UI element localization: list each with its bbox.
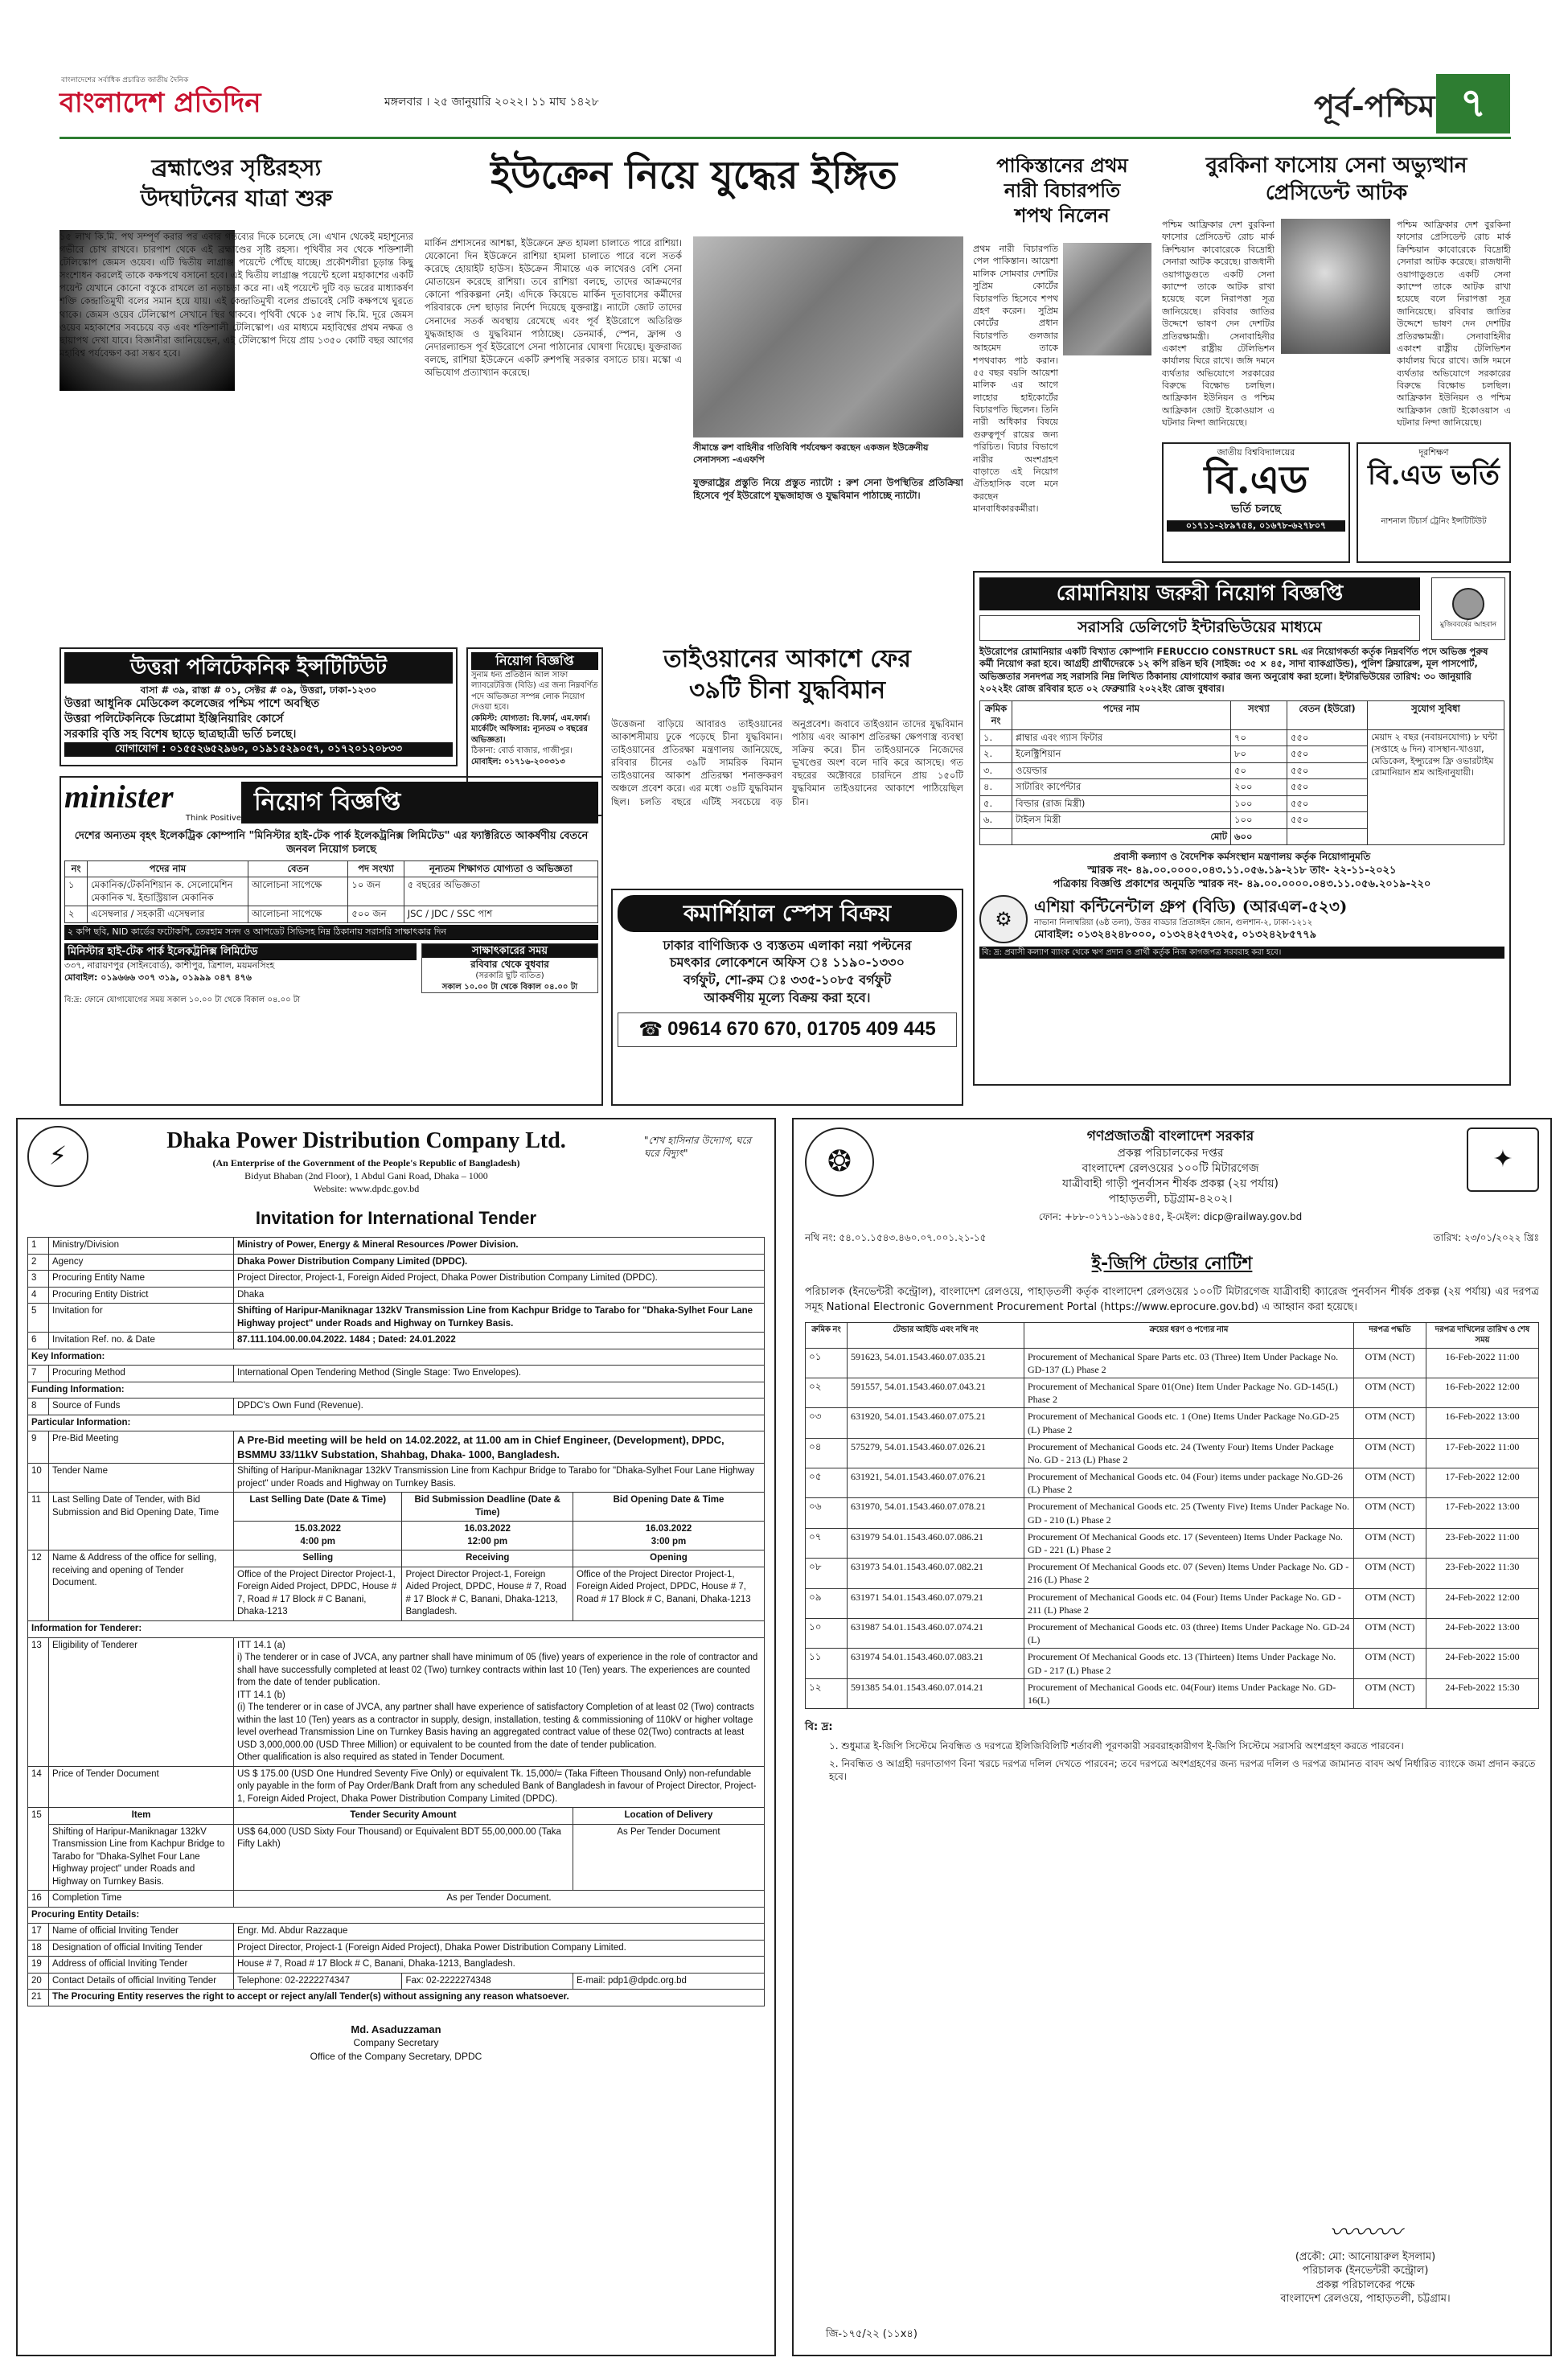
table-cell: OTM (NCT) [1354,1378,1426,1407]
table-cell: Procurement of Mechanical Goods etc. 1 (One) Items Under Package No.GD-25 (L) Phase 2 [1024,1408,1354,1438]
table-row [806,1649,1539,1678]
minister-phone: মোবাইল: ০১৯৬৬৬ ৩০৭ ৩১৯, ০১৯৯৯ ০৪৭ ৪৭৬ [64,971,252,983]
table-header: পদের নাম [88,860,248,877]
signer-name: Md. Asaduzzaman [351,2023,441,2035]
table-cell: 24-Feb-2022 12:00 [1426,1588,1539,1618]
table-cell: 16-Feb-2022 11:00 [1426,1348,1539,1378]
table-cell: 631971 54.01.1543.460.07.079.21 [848,1588,1024,1618]
feruccio-note: বি: দ্র: প্রবাসী কল্যাণ ব্যাংক থেকে ঋণ প্রদান ও প্রার্থী কর্তৃক নিজ কাগজপত্র সরবরাহ করা হবে। [979,947,1504,959]
ad-uttara-polytechnic [60,647,458,766]
rail-intro: পরিচালক (ইনভেন্টরী কন্ট্রোল), বাংলাদেশ রেলওয়ে, পাহাড়তলী কর্তৃক বাংলাদেশ রেলওয়ের ১০০টি মিটারগেজ যাত্রীবাহী ক্যারেজ পুনর্বাসন শীর্ষক প্রকল্প (২য় পর্যায়) এর দরপত্র সমূহ National Electronic Government Procurement Portal (https://www.eprocure.gov.bd) এ আহ্বান করা হয়েছে। [805,1285,1539,1314]
uttara-line3: সরকারি বৃত্তি সহ বিশেষ ছাড়ে ছাত্রছাত্রী ভর্তি চলছে। [64,728,297,741]
feruccio-intro: ইউরোপের রোমানিয়ার একটি বিখ্যাত কোম্পানি FERUCCIO CONSTRUCT SRL এর নিয়োগকর্তা কর্তৃক নিম্নবর্ণিত পদে অভিজ্ঞ পুরুষ কর্মী নিয়োগ করা হবে। আগ্রহী প্রার্থীদেরকে ১২ কপি রঙিন ছবি (সাইজ: ৩৫ × ৪৫, সাদা ব্যাকগ্রাউন্ড), পুলিশ ক্লিয়ারেন্স, মূল পাসপোর্ট, অভিজ্ঞতার সনদপত্র সহ সরাসরি নিম্ন লিখিত ঠিকানায় যোগাযোগ করার জন্য অনুরোধ করা হলো। ইন্টারভিউয়ের তারিখ: ৩০ জানুয়ারি ২০২২ইং রোজ রবিবার হতে ০২ ফেব্রুয়ারি ২০২২ইং রোজ বুধবার। [979,645,1488,695]
table-cell: ১১ [806,1649,848,1678]
dpdc-signature [27,2023,765,2063]
table-row: 4 Procuring Entity District Dhaka [28,1287,765,1304]
feruccio-memo: স্মারক নং- ৪৯.০০.০০০০.০৪৩.১১.০৫৬.১৯-২১৮ তাং- ২২-১১-২০২১ [1087,864,1397,877]
table-header: টেন্ডার আইডি এবং নথি নং [848,1322,1024,1348]
table-cell: 17-Feb-2022 13:00 [1426,1498,1539,1528]
table-cell: ৩. [980,762,1012,779]
table-row [806,1468,1539,1498]
story-body: প্রথম নারী বিচারপতি পেল পাকিস্তান। আয়েশা মালিক সোমবার দেশটির সুপ্রিম কোর্টের বিচারপতি হিসেবে শপথ গ্রহণ করেন। সুপ্রিম কোর্টের প্রধান বিচারপতি গুলজার আহমেদ তাকে শপথবাক্য পাঠ করান। ৫৫ বছর বয়সি আয়েশা মালিক এর আগে লাহোর হাইকোর্টের বিচারপতি ছিলেন। তিনি নারী অধিকার বিষয়ে গুরুত্বপূর্ণ রায়ের জন্য পরিচিত। বিচার বিভাগে নারীর অংশগ্রহণ বাড়াতে এই নিয়োগ ঐতিহাসিক বলে মনে করছেন মানবাধিকারকর্মীরা। [973,244,1058,515]
table-cell: ৮০ [1231,746,1287,763]
table-cell: Procurement Of Mechanical Goods etc. 13 (Thirteen) Items Under Package No. GD - 217 (L) Phase 2 [1024,1649,1354,1678]
rail-date: তারিখ: ২৩/০১/২০২২ খ্রিঃ [1433,1231,1539,1243]
table-header: পদের নাম [1012,700,1231,729]
bed-subtitle: ভর্তি চলছে [1231,502,1281,515]
phone-icon: ☎ [638,1018,663,1041]
table-row: 12 Name & Address of the office for selling, receiving and opening of Tender Document. Selling Receiving Opening [28,1550,765,1567]
rail-project-2: যাত্রীবাহী গাড়ী পুনর্বাসন শীর্ষক প্রকল্প (২য় পর্যায়) [1061,1177,1279,1190]
ad-minister [60,776,603,1106]
rail-note-label: বি: দ্র: [805,1721,833,1734]
table-row: 11 Last Selling Date of Tender, with Bid Submission and Bid Opening Date, Time Last Selling Date (Date & Time) Bid Submission Deadline (Date & Time) Bid Opening Date & Time [28,1493,765,1522]
issue-date: মঙ্গলবার । ২৫ জানুয়ারি ২০২২। ১১ মাঘ ১৪২৮ [384,96,599,109]
rail-signer-role: প্রকল্প পরিচালকের পক্ষে [1316,2278,1415,2291]
table-cell: ১০ [806,1618,848,1648]
minister-table [64,860,598,923]
logo-wordmark: বাংলাদেশ প্রতিদিন [60,87,261,119]
section-row: Key Information: [28,1349,765,1366]
table-row: Office of the Project Director Project-1, Foreign Aided Project, DPDC, House # 7, Road # 17 Block # C Banani, Dhaka-1213 Project Director Project-1, Foreign Aided Project, DPDC, House # 7, Road # 17 Block # C, Banani, Dhaka-1213, Bangladesh. Office of the Project Director Project-1, Foreign Aided Project, DPDC, House # 7, Road # 17 Block # C, Banani, Dhaka-1213 [28,1567,765,1620]
feruccio-memo-2: পত্রিকায় বিজ্ঞপ্তি প্রকাশের অনুমতি স্মারক নং- ৪৯.০০.০০০০.০৪৩.১১.০৫৬.২০১৯-২২০ [1053,878,1431,891]
uttara-line1: উত্তরা আধুনিক মেডিকেল কলেজের পশ্চিম পাশে অবস্থিত [64,697,320,711]
table-cell: 575279, 54.01.1543.460.07.026.21 [848,1438,1024,1468]
story-body: ১৫ লাখ কি.মি. পথ সম্পূর্ণ করার পর এবার গন্তব্যের দিকে চলেছে সে। এখান থেকেই মহাশূন্যের গভীরে চোখ রাখবে। চারপাশ থেকে এই ব্রহ্মাণ্ডের সৃষ্টি রহস্য। পৃথিবীর সব থেকে শক্তিশালী টেলিস্কোপ জেমস ওয়েব। এটি দ্বিতীয় লাগ্রাঞ্জ পয়েন্টে পৌঁছে যাচ্ছে। প্রকৌশলীরা চূড়ান্ত কিছু সংশোধন করলেই তাকে কক্ষপথে বসানো হবে। এই দ্বিতীয় লাগ্রাঞ্জ পয়েন্টে হলো মহাকাশের একটি পয়েন্ট যেখানে কোনো বস্তুকে রাখলে তা নড়াচড়া করে না। এই পয়েন্টে দুটি বড় ভরের মাধ্যাকর্ষণ শক্তি কেন্দ্রাতিমুখী বলের সমান হয়ে যায়। এই কেন্দ্রাতিমুখী বলের প্রভাবেই সেটি কক্ষপথে ঘুরতে থাকে। জেমস ওয়েব টেলিস্কোপ সেখানে স্থির থাকবে। পৃথিবী থেকে ১৫ লাখ কি.মি. দূরে জেমস ওয়েব মহাকাশের সবচেয়ে বড় এবং শক্তিশালী টেলিস্কোপ। এর মাধ্যমে মহাবিশ্বের প্রথম নক্ষত্র ও ছায়াপথ দেখা যাবে। বিজ্ঞানীরা জানিয়েছেন, এই টেলিস্কোপ দিয়ে প্রায় ১৩৫০ কোটি বছর আগের মহাবিশ্ব পর্যবেক্ষণ করা সম্ভব হবে। [60,231,413,359]
table-cell: JSC / JDC / SSC পাশ [404,906,597,923]
table-header-row [65,860,598,877]
table-cell: 591557, 54.01.1543.460.07.043.21 [848,1378,1024,1407]
table-row: 1 Ministry/Division Ministry of Power, Energy & Mineral Resources /Power Division. [28,1238,765,1255]
interview-note: (সরকারি ছুটি ব্যতিত) [475,971,544,981]
table-cell: ০৩ [806,1408,848,1438]
table-cell: বিল্ডার (রাজ মিস্ত্রী) [1012,795,1231,812]
table-cell: OTM (NCT) [1354,1649,1426,1678]
table-cell: ১২ [806,1678,848,1708]
table-cell: 631920, 54.01.1543.460.07.075.21 [848,1408,1024,1438]
table-cell: ৫৫০ [1287,779,1368,796]
table-row: 21 The Procuring Entity reserves the right to accept or reject any/all Tender(s) without assigning any reason whatsoever. [28,1990,765,2006]
total-label: মোট [1012,828,1231,845]
story-ukraine [425,153,963,635]
story-body: পশ্চিম আফ্রিকার দেশ বুরকিনা ফাসোর প্রেসিডেন্ট রোচ মার্ক ক্রিশ্চিয়ান কাবোরেকে বিদ্রোহী সেনারা আটক করেছে। রাজধানী ওয়াগাডুগুতে একটি সেনা ক্যাম্পে তাকে আটক রাখা হয়েছে বলে নিরাপত্তা সূত্র জানিয়েছে। রবিবার জাতির উদ্দেশে ভাষণ দেন দেশটির প্রতিরক্ষামন্ত্রী। সেনাবাহিনীর একাংশ রাষ্ট্রীয় টেলিভিশন কার্যালয় ঘিরে রাখে। জঙ্গি দমনে ব্যর্থতার অভিযোগে সরকারের বিরুদ্ধে বিক্ষোভ চলছিল। আফ্রিকান ইউনিয়ন ও পশ্চিম আফ্রিকান জোট ইকোওয়াস এ ঘটনার নিন্দা জানিয়েছে। [1162,220,1275,428]
table-cell: ২ [65,906,88,923]
bed-ad-left [1162,442,1350,563]
table-header-row [980,700,1504,729]
minister-title: নিয়োগ বিজ্ঞপ্তি [241,782,598,824]
interview-days: রবিবার থেকে বুধবার [470,959,549,971]
table-row: 7 Procuring Method International Open Tendering Method (Single Stage: Two Envelopes). [28,1366,765,1382]
dpdc-address: Bidyut Bhaban (2nd Floor), 1 Abdul Gani Road, Dhaka – 1000 [244,1169,488,1181]
table-cell: ০৪ [806,1438,848,1468]
story-subhead: যুক্তরাষ্ট্রের প্রস্তুতি নিয়ে প্রস্তুত ন্যাটো : রুশ সেনা উপস্থিতির প্রতিক্রিয়া হিসেবে পূর্ব ইউরোপে যুদ্ধজাহাজ ও যুদ্ধবিমান পাঠাচ্ছে ন্যাটো। [693,477,963,502]
table-cell: ১০ জন [348,877,404,906]
dpdc-name: Dhaka Power Distribution Company Ltd. [166,1128,566,1153]
table-cell: টাইলস মিস্ত্রী [1012,812,1231,829]
story-headline [60,153,413,214]
table-header: পদ সংখ্যা [348,860,404,877]
headline-line: প্রেসিডেন্ট আটক [1265,180,1408,205]
minister-phone-note: বি:দ্র: ফোনে যোগাযোগের সময় সকাল ১০.০০ টা থেকে বিকাল ০৪.০০ টা [64,996,301,1005]
rail-gov: গণপ্রজাতন্ত্রী বাংলাদেশ সরকার [1086,1128,1254,1144]
table-row: 13 Eligibility of Tenderer ITT 14.1 (a) i) The tenderer or in case of JVCA, any partner shall have minimum of 05 (five) years of experience in the role of contractor and shall have successfully completed at least 02 (Two) turnkey contracts within last 10 (Ten) years. The experiences are counted from the date of tender publication. ITT 14.1 (b) (i) The tenderer or in case of JVCA, any partner shall have experience of satisfactory Completion of at least 02 (Two) contracts within the last 10 (Ten) years as a contractor in supply, design, installation, testing & commissioning of 110kV or higher voltage level overhead Transmission Line on Turnkey Basis having an aggregated contract value of these 02(Two) contracts at least USD 3,000,000.00 (USD Three Million) or equivalent to be counted from the date of tender publication. Other qualification is also required as stated in Tender Document. [28,1637,765,1766]
niyog-post-1: কেমিস্ট: যোগ্যতা: বি.ফার্ম, এম.ফার্ম। [471,713,590,723]
dpdc-tender-notice [16,1118,776,2356]
table-cell: OTM (NCT) [1354,1528,1426,1558]
rail-signer-title: পরিচালক (ইনভেন্টরী কন্ট্রোল) [1302,2265,1429,2277]
table-cell: ৫. [980,795,1012,812]
feruccio-title: রোমানিয়ায় জরুরী নিয়োগ বিজ্ঞপ্তি [979,577,1420,610]
table-cell: ৫৫০ [1287,746,1368,763]
table-cell: 591623, 54.01.1543.460.07.035.21 [848,1348,1024,1378]
story-body-continued: পশ্চিম আফ্রিকার দেশ বুরকিনা ফাসোর প্রেসিডেন্ট রোচ মার্ক ক্রিশ্চিয়ান কাবোরেকে বিদ্রোহী সেনারা আটক করেছে। রাজধানী ওয়াগাডুগুতে একটি সেনা ক্যাম্পে তাকে আটক রাখা হয়েছে বলে নিরাপত্তা সূত্র জানিয়েছে। রবিবার জাতির উদ্দেশে ভাষণ দেন দেশটির প্রতিরক্ষামন্ত্রী। সেনাবাহিনীর একাংশ রাষ্ট্রীয় টেলিভিশন কার্যালয় ঘিরে রাখে। জঙ্গি দমনে ব্যর্থতার অভিযোগে সরকারের বিরুদ্ধে বিক্ষোভ চলছিল। আফ্রিকান ইউনিয়ন ও পশ্চিম আফ্রিকান জোট ইকোওয়াস এ ঘটনার নিন্দা জানিয়েছে। [1397,220,1511,428]
ad-commercial-space [611,889,963,1106]
table-row: 20 Contact Details of official Inviting Tender Telephone: 02-2222274347 Fax: 02-2222274348 E-mail: pdp1@dpdc.org.bd [28,1973,765,1990]
table-header: সুযোগ সুবিধা [1368,700,1504,729]
masthead-rule [60,137,1511,139]
rail-note-1: ১. শুধুমাত্র ই-জিপি সিস্টেমে নিবন্ধিত ও দরপত্রে ইলিজিবিলিটি শর্তাবলী পূরণকারী সরবরাহকারীগণ ই-জিপি সিস্টেমে সরাসরি অংশগ্রহণ করতে পারবেন। [829,1739,1404,1752]
section-row: Funding Information: [28,1382,765,1399]
table-cell: Procurement of Mechanical Goods etc. 03 (three) Items Under Package No. GD-24 (L) [1024,1618,1354,1648]
table-row: 18 Designation of official Inviting Tender Project Director, Project-1 (Foreign Aided Project), Dhaka Power Distribution Company Limited. [28,1940,765,1957]
table-row: 8 Source of Funds DPDC's Own Fund (Revenue). [28,1399,765,1415]
table-cell: 16-Feb-2022 12:00 [1426,1378,1539,1407]
table-row [806,1438,1539,1468]
section-row: Particular Information: [28,1415,765,1431]
table-header: নং [65,860,88,877]
rail-note-2: ২. নিবন্ধিত ও আগ্রহী দরদাতাগণ বিনা খরচে দরপত্র দলিল দেখতে পারবেন; তবে দরপত্রে অংশগ্রহণের জন্য দরপত্র দলিল ও দরপত্র জামানত বাবদ অর্থ নির্ধারিত ব্যাংকে জমা প্রদান করতে হবে। [829,1757,1536,1782]
agency-phone: মোবাইল: ০১৩২৪২৪৮০০০, ০১৩২৪২৫৭৩২৫, ০১৩২৪২৮৫৭৭৯ [1034,929,1317,942]
rail-project-1: বাংলাদেশ রেলওয়ের ১০০টি মিটারগেজ [1082,1161,1259,1175]
table-cell: ৫ বছরের অভিজ্ঞতা [404,877,597,906]
rail-contact: ফোন: +৮৮-০১৭১১-৬৯১৫৪৫, ই-মেইল: dicp@railway.gov.bd [1038,1210,1303,1222]
commercial-line1: ঢাকার বাণিজ্যিক ও ব্যস্ততম এলাকা নয়া পল্টনের [663,937,912,953]
dpdc-slogan: "শেখ হাসিনার উদ্যোগ, ঘরে ঘরে বিদ্যুৎ" [644,1135,752,1160]
uttara-address: বাসা # ৩৯, রাস্তা # ০১, সেক্টর # ০৯, উত্তরা, ঢাকা-১২৩০ [140,684,377,696]
table-cell: OTM (NCT) [1354,1408,1426,1438]
rail-signer: (প্রকৌ: মো: আনোয়ারুল ইসলাম) [1295,2250,1436,2263]
interview-title: সাক্ষাৎকারের সময় [422,944,597,959]
rail-ref: জি-১৭৫/২২ (১১x৪) [826,2328,917,2341]
dpdc-logo-icon: ⚡ [27,1126,88,1187]
table-cell: Procurement Of Mechanical Goods etc. 17 (Seventeen) Items Under Package No. GD - 221 (L) Phase 2 [1024,1528,1354,1558]
headline-line: শপথ নিলেন [1015,203,1110,228]
table-cell: ১০০ [1231,795,1287,812]
tender-title: Invitation for International Tender [255,1208,537,1229]
table-cell: ৫০ [1231,762,1287,779]
table-cell: Procurement of Mechanical Goods etc. 04 (Four) Items Under Package No. GD - 211 (L) Phase 2 [1024,1588,1354,1618]
table-header: সংখ্যা [1231,700,1287,729]
table-cell: আলোচনা সাপেক্ষে [248,906,348,923]
rail-office: প্রকল্প পরিচালকের দপ্তর [1117,1146,1224,1160]
ad-feruccio [973,571,1511,1086]
headline-line: নারী বিচারপতি [1004,179,1121,203]
table-cell: ০৮ [806,1559,848,1588]
table-row: 17 Name of official Inviting Tender Engr. Md. Abdur Razzaque [28,1924,765,1941]
story-headline [973,153,1151,228]
dpdc-website: Website: www.dpdc.gov.bd [313,1183,420,1195]
commercial-line2: চমৎকার লোকেশনে অফিস ঃ ১১৯০-১৩৩০ [670,955,905,971]
page-number-badge [1436,74,1510,133]
photo-caption: সীমান্তে রুশ বাহিনীর গতিবিধি পর্যবেক্ষণ করছেন একজন ইউক্রেনীয় সেনাসদস্য -এএফপি [693,442,929,465]
table-cell: ২. [980,746,1012,763]
agency-name: এশিয়া কন্টিনেন্টাল গ্রুপ (বিডি) (আরএল-৫২৩) [1034,896,1348,916]
table-row [806,1678,1539,1708]
table-row: 15.03.2022 4:00 pm 16.03.2022 12:00 pm 16.03.2022 3:00 pm [28,1522,765,1550]
table-cell: OTM (NCT) [1354,1348,1426,1378]
bed-header: জাতীয় বিশ্ববিদ্যালয়ের [1217,447,1295,458]
table-cell: 631974 54.01.1543.460.07.083.21 [848,1649,1024,1678]
table-cell: ০১ [806,1348,848,1378]
table-row [806,1588,1539,1618]
section-row: Procuring Entity Details: [28,1907,765,1924]
table-row [806,1348,1539,1378]
table-cell: ০৯ [806,1588,848,1618]
table-row: 14 Price of Tender Document US $ 175.00 (USD One Hundred Seventy Five Only) or equivalent Tk. 15,000/= (Taka Fifteen Thousand Only) non-refundable only payable in the form of Pay Order/Bank Draft from any scheduled Bank of Bangladesh in favour of Project Director, Project-1, Foreign Aided Project, Dhaka Power Distribution Company Limited (DPDC). [28,1766,765,1808]
badge-text: মুজিববর্ষের আহবান [1439,620,1497,629]
table-cell: Procurement of Mechanical Goods etc. 04(Four) items Under Package No. GD-16(L) [1024,1678,1354,1708]
logo-tagline: বাংলাদেশের সর্বাধিক প্রচারিত জাতীয় দৈনিক [61,76,189,84]
headline-line: ৩৯টি চীনা যুদ্ধবিমান [689,676,885,704]
railway-egp-notice [792,1118,1552,2356]
table-cell: এসেম্বলার / সহকারী এসেম্বলার [88,906,248,923]
page-number: ৭ [1459,80,1487,127]
table-cell: ৫৫০ [1287,812,1368,829]
table-cell: 591385 54.01.1543.460.07.014.21 [848,1678,1024,1708]
table-cell: 24-Feb-2022 15:30 [1426,1678,1539,1708]
table-row: 15 Item Tender Security Amount Location of Delivery [28,1808,765,1825]
minister-address: ৩৩৭, নারায়ণপুর (সাইনবোর্ড), কাশীপুর, ত্রিশাল, ময়মনসিংহ [64,960,275,971]
table-header: নূন্যতম শিক্ষাগত যোগ্যতা ও অভিজ্ঞতা [404,860,597,877]
uttara-line2: উত্তরা পলিটেকনিকে ডিপ্লোমা ইঞ্জিনিয়ারিং কোর্সে [64,713,284,726]
table-cell: ০২ [806,1378,848,1407]
rail-signature [1213,2217,1518,2306]
table-row [806,1498,1539,1528]
story-pakistan [973,153,1151,635]
rail-memo: নথি নং: ৫৪.০১.১৫৪৩.৪৬০.০৭.০০১.২১-১৫ [805,1231,987,1243]
table-row: 2 Agency Dhaka Power Distribution Company Limited (DPDC). [28,1254,765,1271]
table-row: 19 Address of official Inviting Tender House # 7, Road # 17 Block # C, Banani, Dhaka-1213, Bangladesh. [28,1957,765,1974]
commercial-line4: আকর্ষণীয় মূল্যে বিক্রয় করা হবে। [704,989,871,1005]
section-row: Information for Tenderer: [28,1621,765,1638]
table-cell: 23-Feb-2022 11:00 [1426,1528,1539,1558]
table-header: বেতন (ইউরো) [1287,700,1368,729]
rail-tender-table [805,1322,1539,1710]
table-cell: Procurement of Mechanical Goods etc. 25 (Twenty Five) Items Under Package No. GD - 210 (L) Phase 2 [1024,1498,1354,1528]
signature-mark: 〰〰〰 [1329,2219,1402,2248]
table-row: Shifting of Haripur-Maniknagar 132kV Transmission Line from Kachpur Bridge to Tarabo for "Dhaka-Sylhet Four Lane Highway project" under Roads and Highway on Turnkey Basis. US$ 64,000 (USD Sixty Four Thousand) or Equivalent BDT 55,00,000.00 (Taka Fifty Lakh) As Per Tender Document [28,1824,765,1891]
signer-title: Company Secretary [353,2037,439,2049]
bed-contact-2: নাশনাল টিচার্স ট্রেনিং ইন্সটিটিউট [1381,516,1487,526]
table-row: 9 Pre-Bid Meeting A Pre-Bid meeting will be held on 14.02.2022, at 11.00 am in Chief Engineer, (Development), DPDC, BSMMU 33/11kV Substation, Shahbag, Dhaka- 1000, Bangladesh. [28,1431,765,1464]
table-row [806,1378,1539,1407]
government-seal-icon: ❂ [805,1127,874,1197]
table-header: ক্রমিক নং [806,1322,848,1348]
niyog-post-2: মার্কেটিং অফিসার: ন্যূনতম ৩ বছরের অভিজ্ঞতা। [471,725,588,745]
table-cell: Procurement of Mechanical Spare 01(One) Item Under Package No. GD-145(L) Phase 2 [1024,1378,1354,1407]
table-cell: OTM (NCT) [1354,1468,1426,1498]
table-row [806,1408,1539,1438]
judge-photo [1063,243,1151,355]
table-cell: 23-Feb-2022 11:30 [1426,1559,1539,1588]
agency-address: নাভানা নিলাম্বরিয়া (৬ষ্ঠ তলা), উত্তর বাড্ডার প্রিতাঙ্গইন জোন, গুলশান-২, ঢাকা-১২১২ [1034,918,1313,927]
headline-line: তাইওয়ানের আকাশে ফের [663,645,911,673]
minister-logo [64,778,241,824]
table-cell: ৪. [980,779,1012,796]
agency-logo-icon: ⚙ [979,895,1028,943]
table-cell: Procurement of Mechanical Goods etc. 04 (Four) items under package No.GD-26 (L) Phase 2 [1024,1468,1354,1498]
table-cell: ১. [980,729,1012,746]
uttara-contact: যোগাযোগ : ০১৫৫২৬৫২৯৬০, ০১৯১৫২৯০৫৭, ০১৭২০১২০৮৩৩ [64,742,453,757]
table-header: দরপত্র পদ্ধতি [1354,1322,1426,1348]
newspaper-logo [60,74,309,138]
niyog-title: নিয়োগ বিজ্ঞপ্তি [471,652,598,670]
table-header: দরপত্র দাখিলের তারিখ ও শেষ সময় [1426,1322,1539,1348]
story-taiwan [611,643,963,881]
table-cell: ৫৫০ [1287,795,1368,812]
interview-time: সকাল ১০.০০ টা থেকে বিকাল ০৪.০০ টা [441,982,578,992]
niyog-phone: মোবাইল: ০১৭১৬-২০০৩১৩ [471,757,565,766]
table-cell: 17-Feb-2022 11:00 [1426,1438,1539,1468]
minister-note: ২ কপি ছবি, NID কার্ডের ফটোকপি, তেরহাম সনদ ও আপডেট সিভিসহ নিম্ন ঠিকানায় সরাসরি সাক্ষাৎকার দিন [64,925,598,940]
table-cell: মেকানিক/টেকনিশিয়ান ক. সেলোমেশিন মেকানিক খ. ইন্ডাস্ট্রিয়াল মেকানিক [88,877,248,906]
table-cell: 631921, 54.01.1543.460.07.076.21 [848,1468,1024,1498]
benefits-cell: মেয়াদ ২ বছর (নবায়নযোগ্য) ৮ ঘন্টা (সপ্তাহে ৬ দিন) বাসস্থান-খাওয়া, মেডিকেল, ইন্স্যুরেন্স ফ্রি ওভারটাইম রোমানিয়ান শ্রম আইনানুযায়ী। [1368,729,1504,845]
minister-tagline: Think Positive [185,814,241,823]
table-cell: 631973 54.01.1543.460.07.082.21 [848,1559,1024,1588]
table-row: 5 Invitation for Shifting of Haripur-Maniknagar 132kV Transmission Line from Kachpur Bridge to Tarabo for "Dhaka-Sylhet Four Lane Highway project" under Roads and Highway on Turnkey Basis. [28,1304,765,1333]
table-cell: আলোচনা সাপেক্ষে [248,877,348,906]
table-cell: 16-Feb-2022 13:00 [1426,1408,1539,1438]
headline-line: পাকিস্তানের প্রথম [996,154,1128,177]
table-row [65,877,598,906]
table-cell: ০৬ [806,1498,848,1528]
dpdc-subtitle: (An Enterprise of the Government of the People's Republic of Bangladesh) [212,1156,520,1169]
table-cell: Procurement Of Mechanical Goods etc. 07 (Seven) Items Under Package No. GD - 216 (L) Phase 2 [1024,1559,1354,1588]
table-cell: OTM (NCT) [1354,1618,1426,1648]
story-headline [611,643,963,706]
section-name: পূর্ব-পশ্চিম [1314,88,1435,124]
table-cell: OTM (NCT) [1354,1559,1426,1588]
table-cell: OTM (NCT) [1354,1438,1426,1468]
bed-title-2: বি.এড ভর্তি [1368,458,1500,491]
minister-company: মিনিস্টার হাই-টেক পার্ক ইলেকট্রনিক্স লিমিটেড [64,943,417,961]
table-cell: 631970, 54.01.1543.460.07.078.21 [848,1498,1024,1528]
headline-line: উদঘাটনের যাত্রা শুরু [140,184,333,212]
story-burkina [1162,153,1511,434]
story-space [60,153,413,639]
table-row [806,1618,1539,1648]
table-row [806,1559,1539,1588]
bed-contact: ০১৭১১-২৮৯৭৫৪, ০১৬৭৮-৬২৭৮০৭ [1167,520,1345,532]
table-row [65,906,598,923]
bed-ad-right [1357,442,1511,563]
table-cell: OTM (NCT) [1354,1678,1426,1708]
table-header: বেতন [248,860,348,877]
signer-office: Office of the Company Secretary, DPDC [310,2050,482,2062]
table-cell: 631987 54.01.1543.460.07.074.21 [848,1618,1024,1648]
bed-title: বি.এড [1204,457,1308,503]
table-cell: 24-Feb-2022 15:00 [1426,1649,1539,1678]
table-cell: সাটারিং কার্পেন্টার [1012,779,1231,796]
table-cell: Procurement of Mechanical Goods etc. 24 (Twenty Four) Items Under Package No. GD - 213 (L) Phase 2 [1024,1438,1354,1468]
rail-title: ই-জিপি টেন্ডার নোটিশ [1091,1253,1253,1274]
story-headline: ইউক্রেন নিয়ে যুদ্ধের ইঙ্গিত [491,153,897,198]
table-cell: OTM (NCT) [1354,1588,1426,1618]
commercial-title: কমার্শিয়াল স্পেস বিক্রয় [618,895,957,932]
portrait-icon [1452,588,1484,620]
bed-header-2: দূরশিক্ষণ [1418,447,1449,458]
table-cell: ৭০ [1231,729,1287,746]
president-photo [1281,219,1390,354]
table-row: 16 Completion Time As per Tender Document. [28,1891,765,1908]
table-cell: ০৫ [806,1468,848,1498]
dpdc-tender-table [27,1237,765,2006]
table-cell: ২০০ [1231,779,1287,796]
table-header-row [806,1322,1539,1348]
table-cell: ৫৫০ [1287,762,1368,779]
niyog-body: সুনাম ধন্য প্রতিষ্ঠান আল সাফা ল্যাবরেটরিজ (বিডি) এর জন্য নিম্নবর্ণিত পদে অভিজ্ঞতা সম্পন্ন লোক নিয়োগ দেওয়া হবে। [471,670,598,713]
feruccio-subtitle: সরাসরি ডেলিগেট ইন্টারভিউয়ের মাধ্যমে [979,615,1420,641]
table-cell: ০৭ [806,1528,848,1558]
table-cell: ইলেক্ট্রিশিয়ান [1012,746,1231,763]
soldier-photo [693,236,963,437]
table-cell: ৫৫০ [1287,729,1368,746]
table-cell: OTM (NCT) [1354,1498,1426,1528]
feruccio-ministry: প্রবাসী কল্যাণ ও বৈদেশিক কর্মসংস্থান মন্ত্রণালয় কর্তৃক নিয়োগানুমতি [1113,851,1371,863]
table-cell: ৬. [980,812,1012,829]
headline-line: বুরকিনা ফাসোয় সেনা অভ্যুত্থান [1205,154,1467,178]
table-cell: ১০০ [1231,812,1287,829]
story-headline [1162,153,1511,207]
table-row: 6 Invitation Ref. no. & Date 87.111.104.00.00.04.2022. 1484 ; Dated: 24.01.2022 [28,1333,765,1349]
niyog-address: ঠিকানা: বোর্ড বাজার, গাজীপুর। [471,746,573,756]
commercial-line3: বর্গফুট, শো-রুম ঃ ৩৩৫-১০৮৫ বর্গফুট [683,971,892,988]
table-cell: ১ [65,877,88,906]
feruccio-table [979,700,1504,846]
table-header: ক্রমিক নং [980,700,1012,729]
headline-line: ব্রহ্মাণ্ডের সৃষ্টিরহস্য [151,154,322,181]
mujib-badge [1431,577,1505,640]
table-header: ক্রয়ের ধরণ ও পণ্যের নাম [1024,1322,1354,1348]
table-row: 3 Procuring Entity Name Project Director, Project-1, Foreign Aided Project, Dhaka Power Distribution Company Limited (DPDC). [28,1271,765,1288]
table-row [980,729,1504,746]
story-body: উত্তেজনা বাড়িয়ে আবারও তাইওয়ানের আকাশসীমায় ঢুকে পড়েছে চীনা যুদ্ধবিমান। তাইওয়ানের প্রতিরক্ষা মন্ত্রণালয় জানিয়েছে, রবিবার চীনের ৩৯টি সামরিক বিমান তাইওয়ানের আকাশ প্রতিরক্ষা শনাক্তকরণ অঞ্চলে প্রবেশ করে। এর মধ্যে ৩৪টি যুদ্ধবিমান ছিল। চলতি বছরে এটিই সবচেয়ে বড় অনুপ্রবেশ। জবাবে তাইওয়ান তাদের যুদ্ধবিমান পাঠায় এবং আকাশ প্রতিরক্ষা ক্ষেপণাস্ত্র ব্যবস্থা সক্রিয় করে। চীন তাইওয়ানকে নিজেদের ভূখণ্ডের অংশ বলে দাবি করে আসছে। গত বছরের অক্টোবরে চারদিনে প্রায় ১৫০টি যুদ্ধবিমান তাইওয়ানের আকাশে পাঠিয়েছিল চীন। [611,718,963,807]
minister-brand: minister [64,778,174,815]
total-value: ৬০০ [1231,828,1287,845]
story-body: মার্কিন প্রশাসনের আশঙ্কা, ইউক্রেনে দ্রুত হামলা চালাতে পারে রাশিয়া। যেকোনো দিন ইউক্রেনে রাশিয়া হামলা চালাতে পারে বলে সতর্ক করেছে হোয়াইট হাউস। ইউক্রেন সীমান্তে এক লাখেরও বেশি সেনা মোতায়েন করেছে রাশিয়া। তবে রাশিয়া বলছে, তাদের আক্রমণের কোনো পরিকল্পনা নেই। এদিকে কিয়েভে মার্কিন দূতাবাসের কর্মীদের পরিবারকে দেশ ছাড়ার নির্দেশ দিয়েছে যুক্তরাষ্ট্র। ন্যাটো জোট তাদের সেনাদের সতর্ক অবস্থায় রেখেছে এবং পূর্ব ইউরোপে অতিরিক্ত যুদ্ধজাহাজ ও যুদ্ধবিমান পাঠাচ্ছে। ডেনমার্ক, স্পেন, ফ্রান্স ও নেদারল্যান্ডস পূর্ব ইউরোপে সেনা পাঠানোর ঘোষণা দিয়েছে। যুক্তরাজ্য বলছে, রাশিয়া ইউক্রেনে একটি রুশপন্থি সরকার বসাতে চায়। মস্কো এ অভিযোগ প্রত্যাখ্যান করেছে। [425,237,682,378]
mujib-logo-icon: ✦ [1467,1127,1539,1192]
rail-address: পাহাড়তলী, চট্টগ্রাম-৪২০২। [1108,1192,1233,1205]
uttara-title: উত্তরা পলিটেকনিক ইন্সটিটিউট [64,652,453,684]
table-cell: 17-Feb-2022 12:00 [1426,1468,1539,1498]
table-cell: প্লাম্বার এবং গ্যাস ফিটার [1012,729,1231,746]
table-cell: ৫০০ জন [348,906,404,923]
ad-bed [1162,442,1511,563]
table-row: 10 Tender Name Shifting of Haripur-Maniknagar 132kV Transmission Line from Kachpur Bridge to Tarabo for "Dhaka-Sylhet Four Lane Highway project" under Roads and Highway on Turnkey Basis. [28,1464,765,1493]
minister-intro: দেশের অন্যতম বৃহৎ ইলেকট্রিক কোম্পানি "মিনিস্টার হাই-টেক পার্ক ইলেকট্রনিক্স লিমিটেড" এর ফ্যাক্টরিতে আকর্ষণীয় বেতনে জনবল নিয়োগ চলছে [74,829,589,856]
table-row [806,1528,1539,1558]
table-cell: Procurement of Mechanical Spare Parts etc. 03 (Three) Item Under Package No. GD-137 (L) Phase 2 [1024,1348,1354,1378]
table-cell: ওয়েল্ডার [1012,762,1231,779]
commercial-phones: 09614 670 670, 01705 409 445 [667,1018,936,1041]
table-cell: 24-Feb-2022 13:00 [1426,1618,1539,1648]
table-cell: 631979 54.01.1543.460.07.086.21 [848,1528,1024,1558]
rail-signer-place: বাংলাদেশ রেলওয়ে, পাহাড়তলী, চট্টগ্রাম। [1280,2293,1451,2306]
masthead [60,74,1511,142]
